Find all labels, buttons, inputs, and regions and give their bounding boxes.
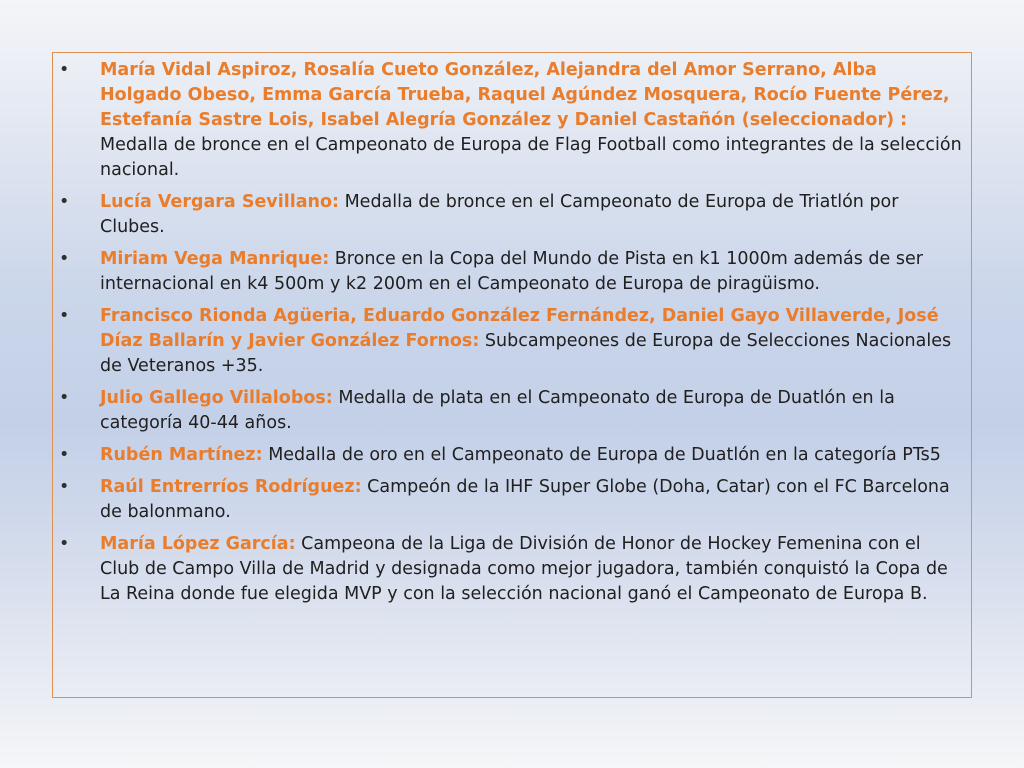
awards-list [59, 58, 964, 614]
athlete-names: Raúl Entrerríos Rodríguez: [100, 477, 362, 497]
achievement-text: Medalla de bronce en el Campeonato de Europa de Flag Football como integrantes de la selección nacional. [100, 135, 962, 180]
achievement-text: Campeón de la IHF Super Globe (Doha, Catar) con el FC Barcelona de balonmano. [100, 477, 950, 522]
athlete-names: María Vidal Aspiroz, Rosalía Cueto González, Alejandra del Amor Serrano, Alba Holgado Obeso, Emma García Trueba, Raquel Agúndez Mosquera, Rocío Fuente Pérez, Estefanía Sastre Lois, Isabel Alegría González y Daniel Castañón (seleccionador) : [100, 60, 950, 130]
achievement-text: Subcampeones de Europa de Selecciones Nacionales de Veteranos +35. [100, 331, 952, 376]
list-item [59, 304, 964, 379]
list-item [59, 386, 964, 436]
achievement-text: Medalla de bronce en el Campeonato de Europa de Triatlón por Clubes. [100, 192, 899, 237]
list-item [59, 190, 964, 240]
bullet-icon: • [59, 445, 70, 465]
list-item [59, 443, 964, 468]
achievement-text: Bronce en la Copa del Mundo de Pista en k1 1000m además de ser internacional en k4 500m y k2 200m en el Campeonato de Europa de piragüismo. [100, 249, 923, 294]
bullet-icon: • [59, 388, 70, 408]
content-frame [52, 52, 972, 698]
bullet-icon: • [59, 60, 70, 80]
list-item [59, 532, 964, 607]
athlete-names: Miriam Vega Manrique: [100, 249, 330, 269]
list-item [59, 58, 964, 183]
achievement-text: Medalla de oro en el Campeonato de Europa de Duatlón en la categoría PTs5 [262, 445, 941, 465]
bullet-icon: • [59, 249, 70, 269]
athlete-names: Lucía Vergara Sevillano: [100, 192, 340, 212]
bullet-icon: • [59, 192, 70, 212]
list-item [59, 247, 964, 297]
achievement-text: Medalla de plata en el Campeonato de Europa de Duatlón en la categoría 40-44 años. [100, 388, 895, 433]
bullet-icon: • [59, 534, 70, 554]
achievement-text: Campeona de la Liga de División de Honor de Hockey Femenina con el Club de Campo Villa de Madrid y designada como mejor jugadora, también conquistó la Copa de La Reina donde fue elegida MVP y con la selección nacional ganó el Campeonato de Europa B. [100, 534, 948, 604]
athlete-names: Julio Gallego Villalobos: [100, 388, 333, 408]
athlete-names: Francisco Rionda Agüeria, Eduardo González Fernández, Daniel Gayo Villaverde, José Díaz Ballarín y Javier González Fornos: [100, 306, 939, 351]
list-item [59, 475, 964, 525]
bullet-icon: • [59, 306, 70, 326]
athlete-names: Rubén Martínez: [100, 445, 263, 465]
athlete-names: María López García: [100, 534, 296, 554]
bullet-icon: • [59, 477, 70, 497]
